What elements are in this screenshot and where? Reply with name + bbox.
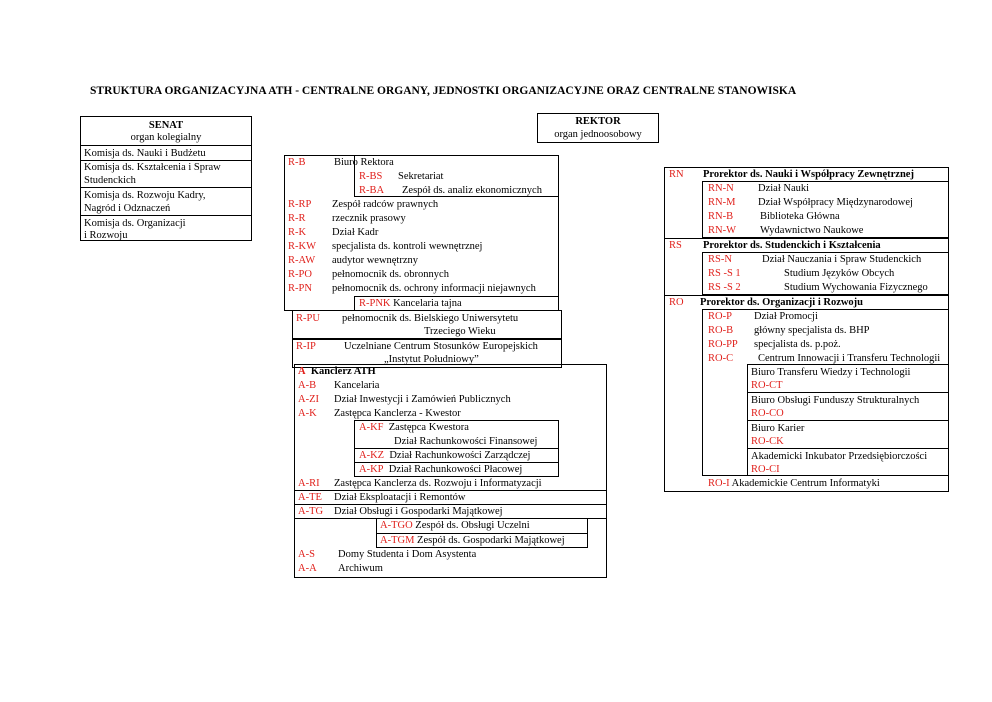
unit-label: specjalista ds. p.poż. (754, 339, 841, 350)
unit-label: Zespół ds. Obsługi Uczelni (415, 520, 530, 531)
unit-label: Dział Eksploatacji i Remontów (334, 492, 466, 503)
unit-code: A-A (298, 563, 317, 574)
unit-code: RN-B (708, 211, 734, 222)
senat-item: i Rozwoju (84, 230, 128, 241)
unit-code: A-ZI (298, 394, 319, 405)
unit-label: Domy Studenta i Dom Asystenta (338, 549, 477, 560)
unit-code: R-PN (288, 283, 312, 294)
unit-code: R-K (288, 227, 307, 238)
unit-code: RO (669, 297, 684, 308)
senat-item: Studenckich (84, 175, 136, 186)
unit-label: audytor wewnętrzny (332, 255, 419, 266)
unit-code: RN-W (708, 225, 736, 236)
rektor-title: REKTOR (575, 116, 621, 127)
unit-code: A-S (298, 549, 315, 560)
rektor-subtitle: organ jednoosobowy (554, 129, 642, 140)
unit-code: A-KZ (359, 450, 385, 461)
unit-label: Kancelaria tajna (393, 298, 462, 309)
unit-code: A-K (298, 408, 317, 419)
unit-code: RN-N (708, 183, 734, 194)
unit-label: Dział Kadr (332, 227, 379, 238)
senat-item: Nagród i Odznaczeń (84, 203, 171, 214)
unit-code: R-B (288, 157, 306, 168)
unit-code: R-PNK (359, 298, 391, 309)
unit-label: Biuro Transferu Wiedzy i Technologii (751, 367, 911, 378)
senat-title: SENAT (148, 120, 184, 131)
unit-code: R-PO (288, 269, 312, 280)
unit-code: A-TGO (380, 520, 413, 531)
unit-label: Zastępca Kwestora (388, 422, 469, 433)
unit-code: A-TG (298, 506, 324, 517)
senat-item: Komisja ds. Kształcenia i Spraw (84, 162, 221, 173)
unit-label: Dział Inwestycji i Zamówień Publicznych (334, 394, 511, 405)
unit-label: Zastępca Kanclerza ds. Rozwoju i Informatyzacji (334, 478, 542, 489)
unit-code: RO-C (708, 353, 734, 364)
unit-label: Zespół ds. Gospodarki Majątkowej (417, 535, 565, 546)
unit-code: A-KP (359, 464, 384, 475)
unit-code: A-KF (359, 422, 384, 433)
unit-code: RO-B (708, 325, 734, 336)
unit-label: Sekretariat (398, 171, 444, 182)
unit-label: Zastępca Kanclerza - Kwestor (334, 408, 461, 419)
unit-code: RN (669, 169, 684, 180)
unit-label: specjalista ds. kontroli wewnętrznej (332, 241, 483, 252)
rektor-box (537, 113, 659, 143)
unit-label: Dział Rachunkowości Płacowej (388, 464, 523, 475)
unit-label: Studium Wychowania Fizycznego (784, 282, 928, 293)
unit-label: „Instytut Południowy” (384, 354, 479, 365)
unit-label: pełnomocnik ds. Bielskiego Uniwersytetu (342, 313, 519, 324)
page-title: STRUKTURA ORGANIZACYJNA ATH - CENTRALNE ORGANY, JEDNOSTKI ORGANIZACYJNE ORAZ CENTRALNE STANOWISKA (90, 85, 797, 97)
unit-code: R-AW (288, 255, 316, 266)
unit-label: Dział Współpracy Międzynarodowej (758, 197, 913, 208)
unit-label: Dział Nauki (758, 183, 810, 194)
unit-label: Biblioteka Główna (760, 211, 840, 222)
unit-label: główny specjalista ds. BHP (754, 325, 870, 336)
unit-label: Wydawnictwo Naukowe (760, 225, 864, 236)
unit-label: Centrum Innowacji i Transferu Technologii (758, 353, 941, 364)
senat-item: Komisja ds. Rozwoju Kadry, (84, 190, 206, 201)
unit-label: Studium Języków Obcych (784, 268, 895, 279)
unit-code: RS -S 1 (708, 268, 741, 279)
unit-label: rzecznik prasowy (332, 213, 406, 224)
unit-label: Prorektor ds. Nauki i Współpracy Zewnętrznej (703, 169, 914, 180)
unit-label: Kancelaria (334, 380, 380, 391)
unit-code: RS (669, 240, 682, 251)
unit-code: RS-N (708, 254, 732, 265)
unit-code: RN-M (708, 197, 736, 208)
unit-code: A-B (298, 380, 317, 391)
unit-code: R-PU (296, 313, 320, 324)
unit-code: RO-PP (708, 339, 738, 350)
unit-code: RO-I (708, 478, 730, 489)
unit-code: A-RI (298, 478, 320, 489)
unit-code: RS -S 2 (708, 282, 741, 293)
unit-code: R-R (288, 213, 306, 224)
unit-code: RO-CT (751, 380, 783, 391)
unit-label: Dział Obsługi i Gospodarki Majątkowej (334, 506, 503, 517)
unit-label: pełnomocnik ds. obronnych (332, 269, 449, 280)
unit-label: Biuro Karier (751, 423, 805, 434)
senat-item: Komisja ds. Organizacji (84, 218, 186, 229)
unit-label: Dział Rachunkowości Finansowej (394, 436, 538, 447)
unit-code: A-TE (298, 492, 322, 503)
unit-label: Prorektor ds. Studenckich i Kształcenia (703, 240, 881, 251)
unit-label: Kanclerz ATH (310, 366, 376, 377)
unit-label: Dział Promocji (754, 311, 818, 322)
unit-code: A-TGM (380, 535, 415, 546)
unit-label: Akademickie Centrum Informatyki (731, 478, 880, 489)
unit-label: Akademicki Inkubator Przedsiębiorczości (751, 451, 928, 462)
unit-code: R-BA (359, 185, 385, 196)
unit-code: A (298, 366, 306, 377)
unit-code: RO-CK (751, 436, 784, 447)
unit-code: R-KW (288, 241, 316, 252)
unit-label: pełnomocnik ds. ochrony informacji niejawnych (332, 283, 536, 294)
unit-label: Zespół ds. analiz ekonomicznych (402, 185, 542, 196)
unit-label: Biuro Rektora (334, 157, 394, 168)
unit-code: R-RP (288, 199, 312, 210)
unit-label: Biuro Obsługi Funduszy Strukturalnych (751, 395, 920, 406)
unit-label: Prorektor ds. Organizacji i Rozwoju (700, 297, 864, 308)
senat-item: Komisja ds. Nauki i Budżetu (84, 148, 206, 159)
senat-subtitle: organ kolegialny (130, 132, 202, 143)
unit-label: Dział Rachunkowości Zarządczej (389, 450, 531, 461)
unit-label: Dział Nauczania i Spraw Studenckich (762, 254, 922, 265)
unit-label: Archiwum (338, 563, 383, 574)
unit-code: R-BS (359, 171, 383, 182)
unit-code: RO-CO (751, 408, 784, 419)
unit-code: RO-CI (751, 464, 780, 475)
unit-code: R-IP (296, 341, 316, 352)
unit-code: RO-P (708, 311, 732, 322)
unit-label: Zespół radców prawnych (332, 199, 439, 210)
senat-box (80, 116, 252, 241)
unit-label: Trzeciego Wieku (424, 326, 496, 337)
unit-label: Uczelniane Centrum Stosunków Europejskich (344, 341, 538, 352)
